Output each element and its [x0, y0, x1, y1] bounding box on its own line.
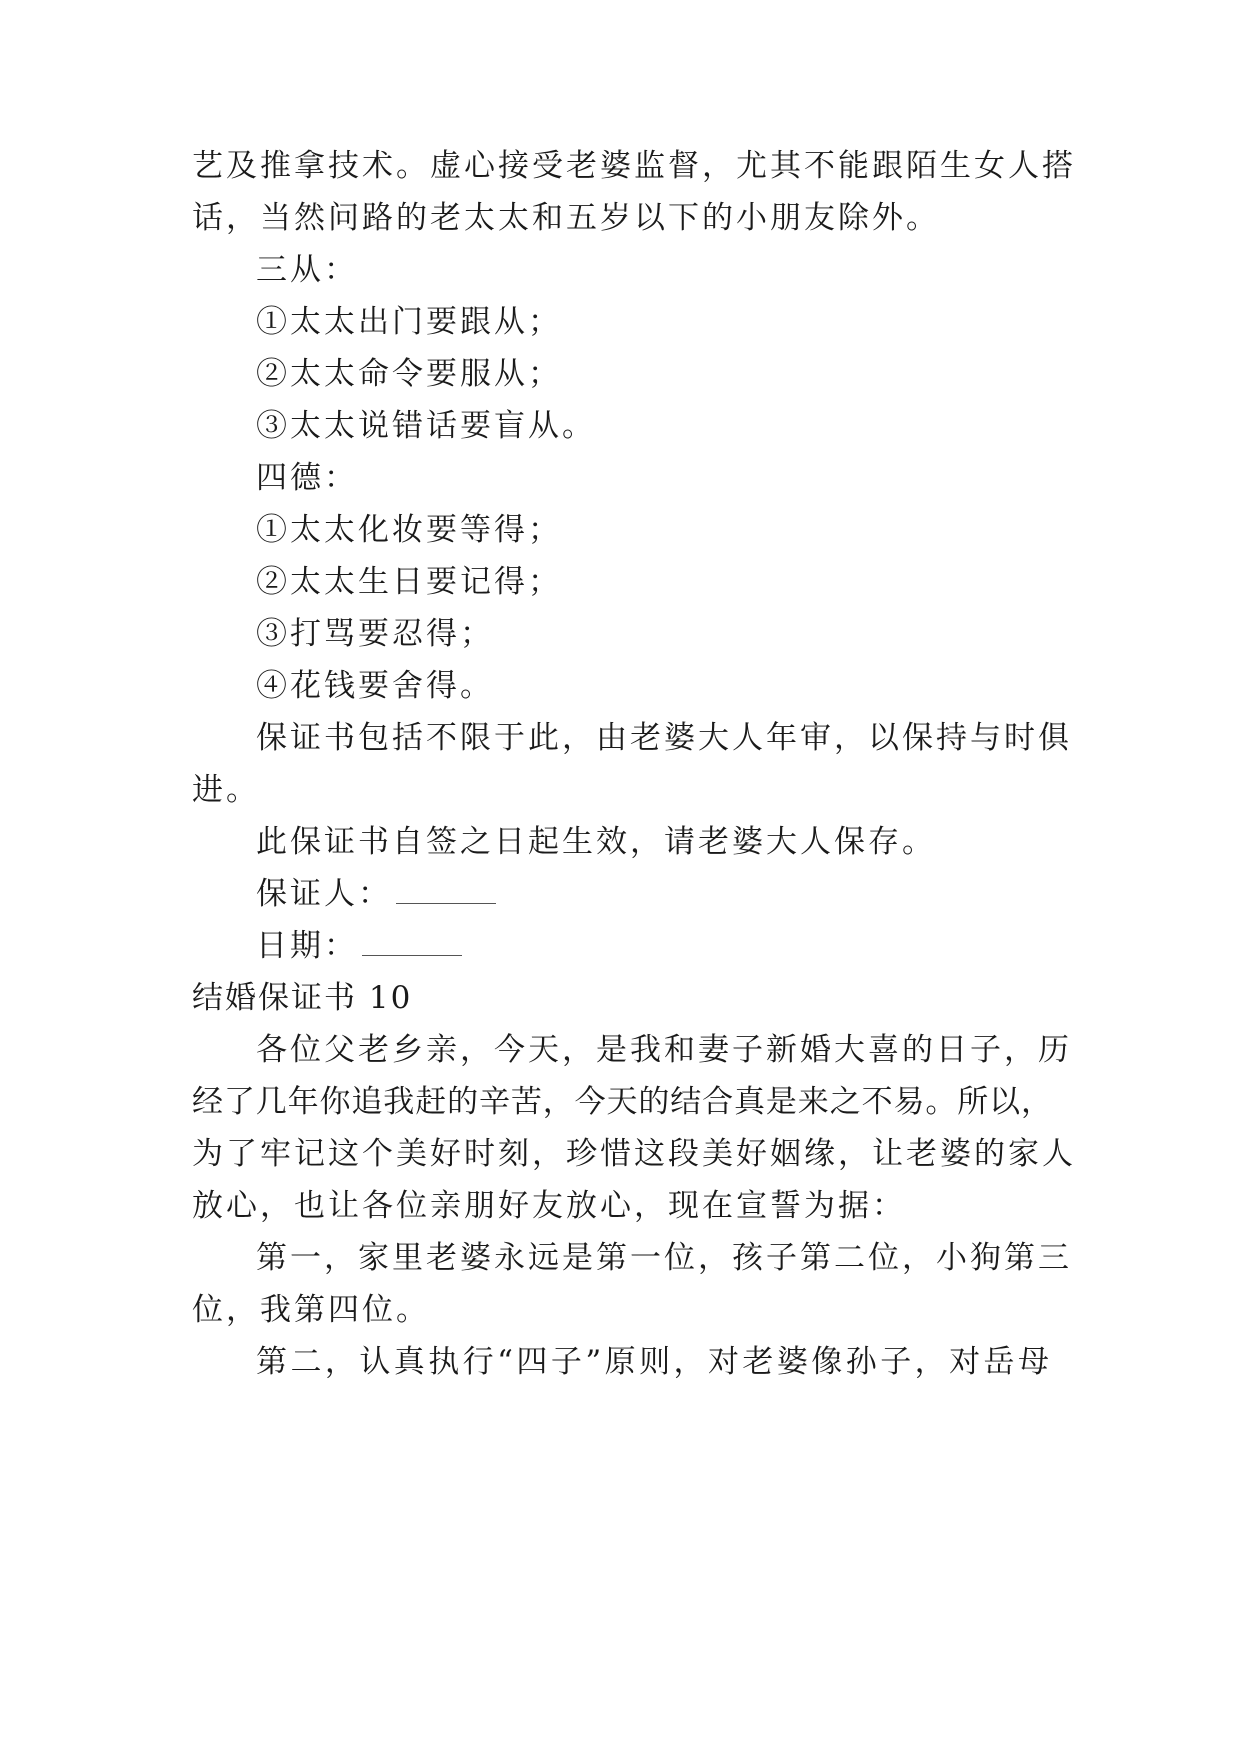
paragraph-line: 第二，认真执行“四子”原则，对老婆像孙子，对岳母 — [256, 1344, 1052, 1380]
guarantor-field — [256, 874, 1052, 914]
paragraph-line: 第一，家里老婆永远是第一位，孩子第二位，小狗第三 — [256, 1240, 1072, 1276]
date-blank — [362, 929, 462, 956]
section-label-san-cong: 三从： — [256, 252, 358, 288]
date-label: 日期： — [256, 928, 358, 964]
paragraph-line: 为了牢记这个美好时刻，珍惜这段美好姻缘，让老婆的家人 — [192, 1136, 1076, 1172]
list-item: ④花钱要舍得。 — [256, 668, 494, 704]
paragraph-line: 放心，也让各位亲朋好友放心，现在宣誓为据： — [192, 1188, 906, 1224]
paragraph-line: 经了几年你追我赶的辛苦，今天的结合真是来之不易。所以， — [192, 1084, 1052, 1120]
paragraph-line: 艺及推拿技术。虚心接受老婆监督，尤其不能跟陌生女人搭 — [192, 148, 1076, 184]
list-item: ③打骂要忍得； — [256, 616, 494, 652]
guarantor-label: 保证人： — [256, 876, 392, 912]
paragraph-line: 话，当然问路的老太太和五岁以下的小朋友除外。 — [192, 200, 940, 236]
list-item: ②太太命令要服从； — [256, 356, 562, 392]
list-item: ①太太化妆要等得； — [256, 512, 562, 548]
guarantor-blank — [396, 877, 496, 904]
section-heading: 结婚保证书 10 — [192, 980, 413, 1016]
paragraph-line: 此保证书自签之日起生效，请老婆大人保存。 — [256, 824, 936, 860]
list-item: ③太太说错话要盲从。 — [256, 408, 596, 444]
list-item: ①太太出门要跟从； — [256, 304, 562, 340]
paragraph-line: 进。 — [192, 772, 260, 808]
section-label-si-de: 四德： — [256, 460, 358, 496]
paragraph-line: 各位父老乡亲，今天，是我和妻子新婚大喜的日子，历 — [256, 1032, 1072, 1068]
date-field — [256, 926, 1052, 966]
list-item: ②太太生日要记得； — [256, 564, 562, 600]
paragraph-line: 位，我第四位。 — [192, 1292, 430, 1328]
paragraph-line: 保证书包括不限于此，由老婆大人年审，以保持与时俱 — [256, 720, 1072, 756]
